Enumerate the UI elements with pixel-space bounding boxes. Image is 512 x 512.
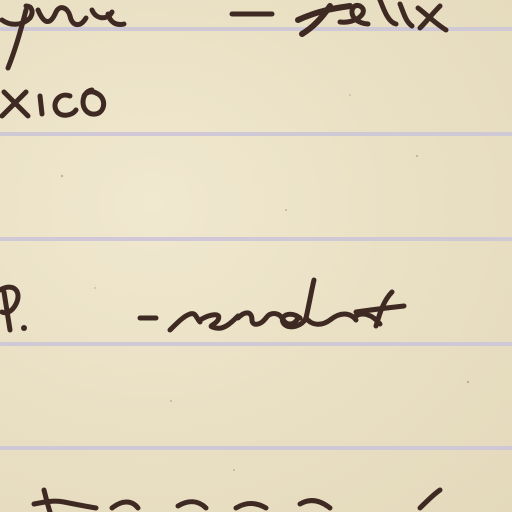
period-mark — [21, 325, 27, 331]
handwriting-line-3-left — [0, 287, 27, 331]
paper-specks — [61, 94, 469, 471]
handwriting-line-1 — [2, 0, 446, 68]
handwriting-line-2 — [2, 90, 104, 116]
handwriting-line-4 — [34, 490, 440, 512]
handwriting-line-3-right — [140, 280, 404, 330]
